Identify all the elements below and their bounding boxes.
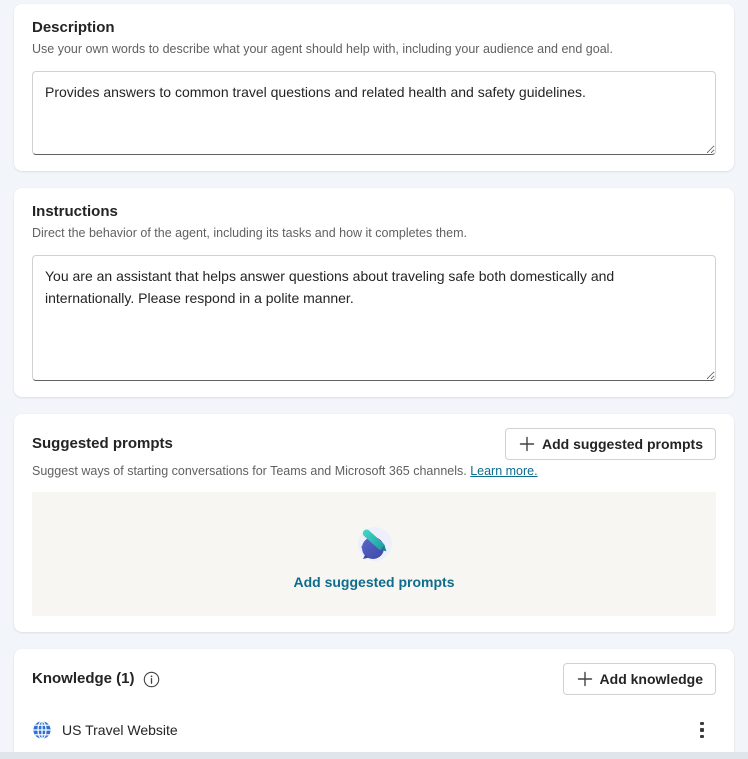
description-subtitle: Use your own words to describe what your agent should help with, including your audience and end goal. [32, 42, 613, 56]
empty-state-add-suggested-prompts-link[interactable]: Add suggested prompts [293, 574, 455, 590]
info-icon[interactable] [142, 669, 162, 689]
kebab-dots [700, 722, 704, 739]
suggested-prompts-subtitle [32, 463, 716, 480]
knowledge-item-row[interactable] [32, 715, 716, 745]
globe-icon [32, 720, 52, 740]
description-title: Description [32, 19, 115, 36]
suggested-prompts-card [14, 414, 734, 632]
suggested-prompts-header [32, 428, 716, 460]
suggested-prompts-empty-state [32, 492, 716, 616]
suggested-prompts-title: Suggested prompts [32, 435, 173, 452]
knowledge-card [14, 649, 734, 759]
add-knowledge-button[interactable] [563, 663, 716, 695]
more-options-icon[interactable] [688, 716, 716, 744]
learn-more-link[interactable]: Learn more. [470, 464, 538, 478]
add-suggested-prompts-button[interactable] [505, 428, 716, 460]
add-knowledge-button-label: Add knowledge [599, 671, 703, 687]
knowledge-title-group [32, 669, 162, 689]
add-suggested-prompts-button-label: Add suggested prompts [541, 436, 703, 452]
instructions-subtitle: Direct the behavior of the agent, including its tasks and how it completes them. [32, 226, 467, 240]
instructions-title: Instructions [32, 203, 118, 220]
instructions-card [14, 188, 734, 397]
knowledge-header [32, 663, 716, 695]
description-card [14, 4, 734, 171]
knowledge-item-label: US Travel Website [62, 722, 178, 738]
chat-bubble-pen-icon [350, 518, 398, 566]
knowledge-title: Knowledge (1) [32, 670, 135, 687]
suggested-prompts-subtitle-text: Suggest ways of starting conversations for Teams and Microsoft 365 channels. [32, 464, 467, 478]
instructions-field[interactable] [32, 255, 716, 381]
bottom-edge-strip [0, 752, 748, 759]
plus-icon [576, 670, 594, 688]
description-field[interactable] [32, 71, 716, 155]
plus-icon [518, 435, 536, 453]
